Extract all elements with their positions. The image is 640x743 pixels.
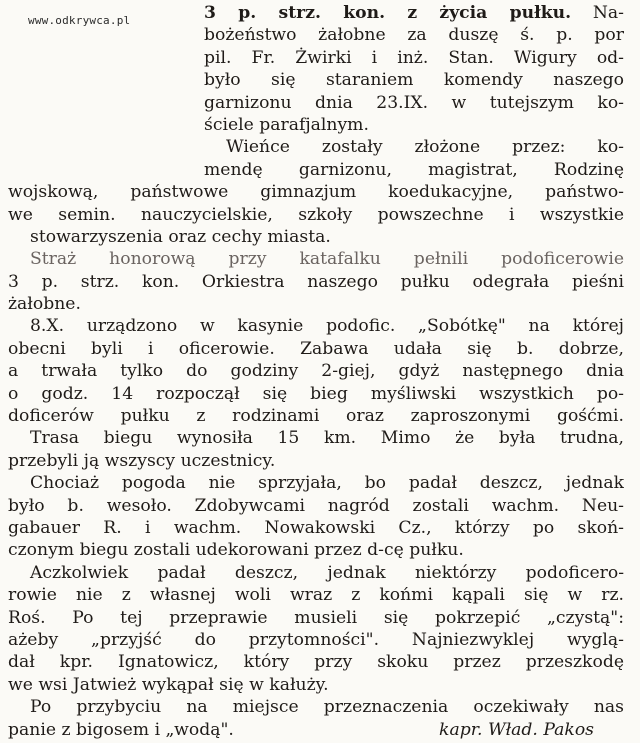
article-line: czonym biegu zostali udekorowani przez d-cę pułku. (8, 540, 464, 561)
article-line (8, 2, 624, 24)
article-line: ściele parafjalnym. (204, 114, 369, 135)
article-line: Trasa biegu wynosiła 15 km. Mimo że była trudna, (30, 428, 624, 449)
article-line: we semin. nauczycielskie, szkoły powszechne i wszystkie (8, 204, 624, 225)
article-line: bożeństwo żałobne za duszę ś. p. por (204, 25, 624, 46)
article-line: ażeby „przyjść do przytomności". Najniezwyklej wyglą- (8, 629, 624, 650)
article-line: stowarzyszenia oraz cechy miasta. (30, 226, 331, 247)
article-line: we wsi Jatwież wykąpał się w kałuży. (8, 674, 329, 695)
article-line: żałobne. (8, 294, 81, 315)
article-line: przebyli ją wszyscy uczestnicy. (8, 450, 276, 471)
article-line: panie z bigosem i „wodą". (8, 719, 234, 740)
article-line: rowie nie z własnej woli wraz z końmi kąpali się w rz. (8, 585, 624, 606)
article-line: Straż honorową przy katafalku pełnili podoficerowie (30, 249, 624, 270)
article-line: dał kpr. Ignatowicz, który przy skoku przez przeszkodę (8, 652, 624, 673)
article-line: o godz. 14 rozpoczął się bieg myśliwski wszystkich po- (8, 383, 624, 404)
article-line: 8.X. urządzono w kasynie podofic. „Sobótkę" na której (30, 316, 624, 337)
article-line: doficerów pułku z rodzinami oraz zaproszonymi gośćmi. (8, 406, 624, 427)
article-line: było się staraniem komendy naszego (204, 70, 624, 91)
article-closing-row (8, 719, 624, 741)
author-signature: kapr. Wład. Pakos (439, 719, 594, 740)
article-line: Roś. Po tej przeprawie musieli się pokrzepić „czystą": (8, 607, 624, 628)
article-line: Wieńce zostały złożone przez: ko- (226, 137, 624, 158)
article-line: Aczkolwiek padał deszcz, jednak niektórzy podoficero- (30, 562, 624, 583)
article-line: pil. Fr. Żwirki i inż. Stan. Wigury od- (204, 47, 624, 68)
article-line: gabauer R. i wachm. Nowakowski Cz., którzy po skoń- (8, 517, 624, 538)
article-line: wojskową, państwowe gimnazjum koedukacyjne, państwo- (8, 182, 624, 203)
article-headline-continuation: Na- (571, 3, 624, 23)
article-line: Po przybyciu na miejsce przeznaczenia oczekiwały nas (30, 697, 624, 718)
article-line: 3 p. strz. kon. Orkiestra naszego pułku odegrała pieśni (8, 271, 624, 292)
article-line: Chociaż pogoda nie sprzyjała, bo padał deszcz, jednak (30, 473, 624, 494)
newspaper-article (8, 2, 624, 740)
watermark: www.odkrywca.pl (28, 14, 131, 27)
article-line: mendę garnizonu, magistrat, Rodzinę (204, 159, 624, 180)
article-headline: 3 p. strz. kon. z życia pułku. (204, 3, 572, 23)
article-line: było b. wesoło. Zdobywcami nagród zostali wachm. Neu- (8, 495, 624, 516)
article-line: a trwała tylko do godziny 2-giej, gdyż następnego dnia (8, 361, 624, 382)
article-line: obecni byli i oficerowie. Zabawa udała się b. dobrze, (8, 338, 624, 359)
article-line: garnizonu dnia 23.IX. w tutejszym ko- (204, 92, 624, 113)
